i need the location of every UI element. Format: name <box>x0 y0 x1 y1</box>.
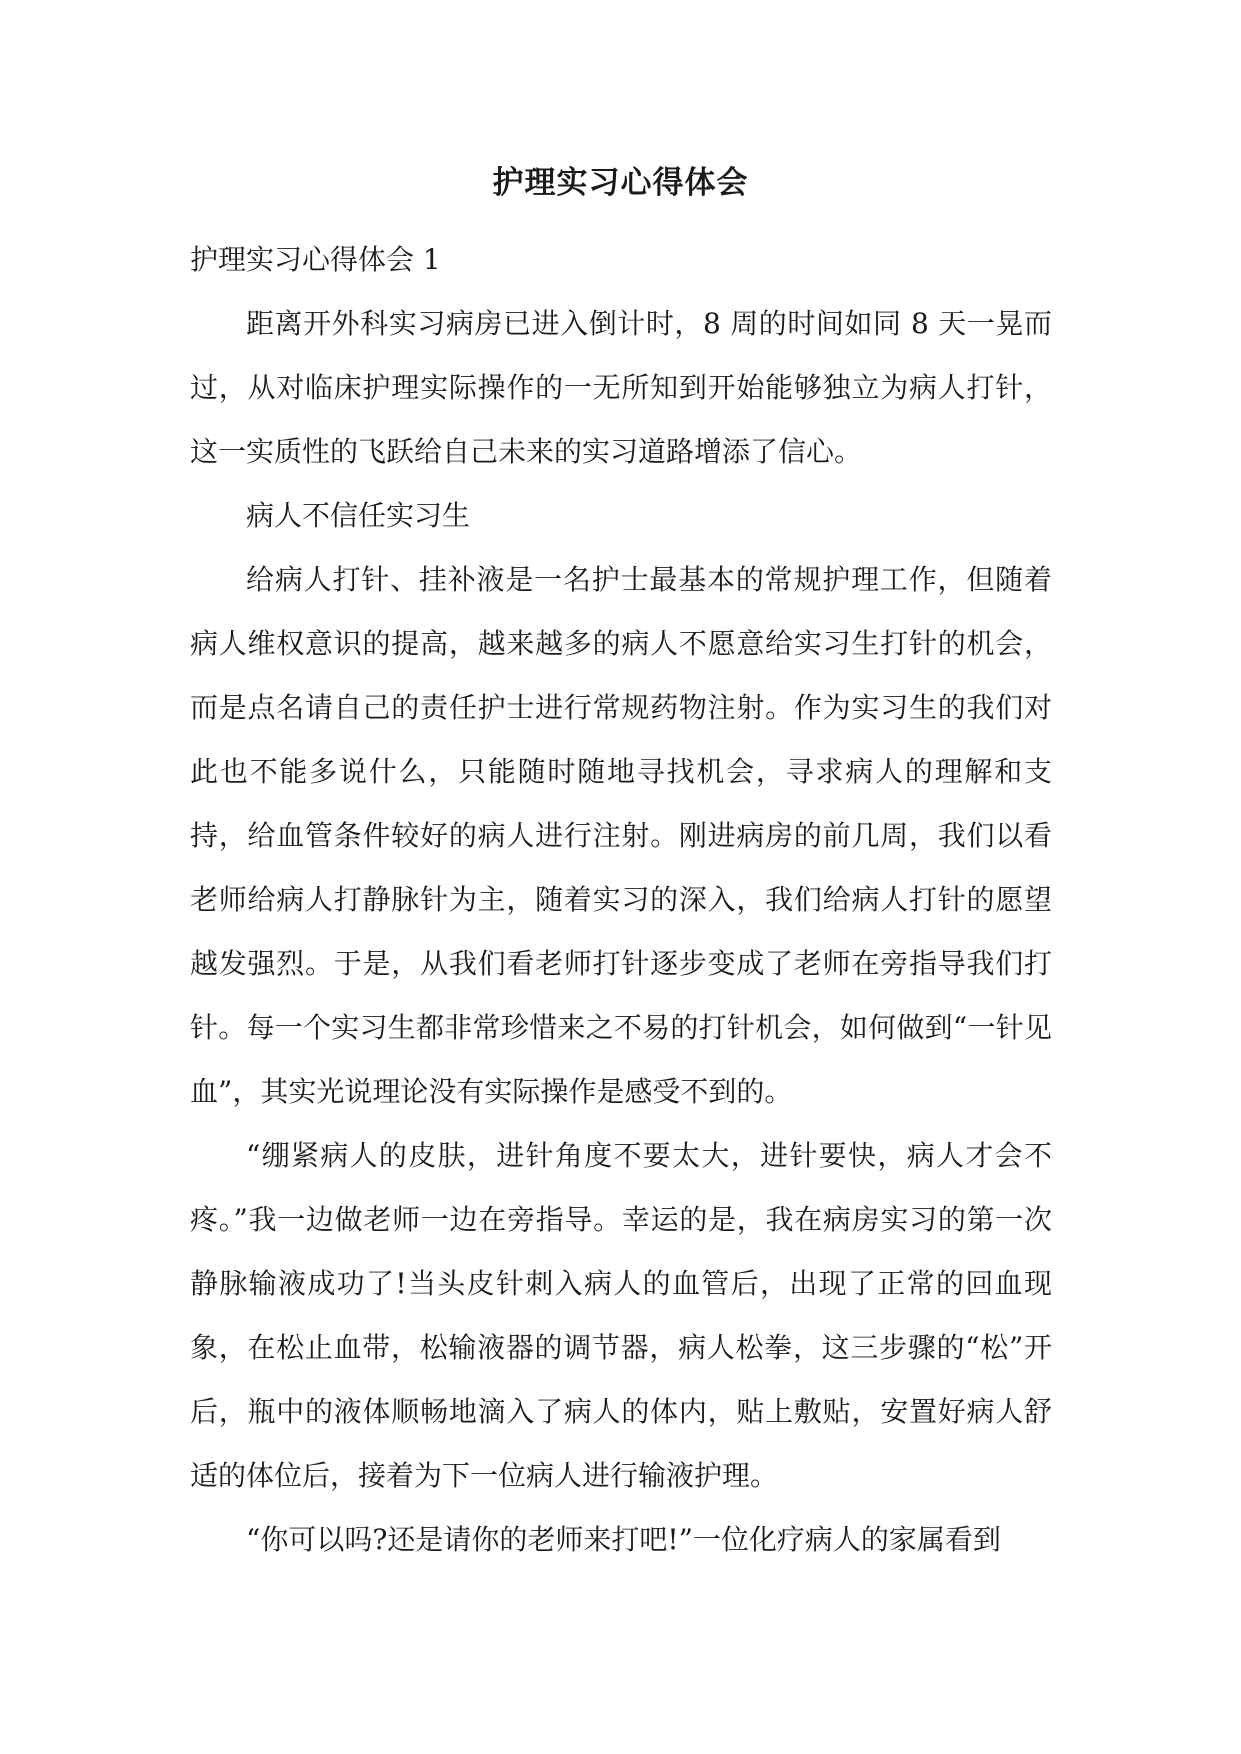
paragraph: “你可以吗?还是请你的老师来打吧!”一位化疗病人的家属看到 <box>246 1523 1001 1556</box>
document-body <box>190 228 1052 1572</box>
document-title: 护理实习心得体会 <box>492 165 749 201</box>
subheading: 病人不信任实习生 <box>246 499 471 532</box>
paragraph: 距离开外科实习病房已进入倒计时，8 周的时间如同 8 天一晃而过，从对临床护理实际操作的一无所知到开始能够独立为病人打针，这一实质性的飞跃给自己未来的实习道路增添了信心。 <box>190 307 1052 468</box>
section-heading: 护理实习心得体会 1 <box>190 243 441 276</box>
paragraph: 给病人打针、挂补液是一名护士最基本的常规护理工作，但随着病人维权意识的提高，越来越多的病人不愿意给实习生打针的机会，而是点名请自己的责任护士进行常规药物注射。作为实习生的我们对此也不能多说什么，只能随时随地寻找机会，寻求病人的理解和支持，给血管条件较好的病人进行注射。刚进病房的前几周，我们以看老师给病人打静脉针为主，随着实习的深入，我们给病人打针的愿望越发强烈。于是，从我们看老师打针逐步变成了老师在旁指导我们打针。每一个实习生都非常珍惜来之不易的打针机会，如何做到“一针见血”，其实光说理论没有实际操作是感受不到的。 <box>190 563 1052 1108</box>
paragraph: “绷紧病人的皮肤，进针角度不要太大，进针要快，病人才会不疼。”我一边做老师一边在旁指导。幸运的是，我在病房实习的第一次静脉输液成功了!当头皮针刺入病人的血管后，出现了正常的回血现象，在松止血带，松输液器的调节器，病人松拳，这三步骤的“松”开后，瓶中的液体顺畅地滴入了病人的体内，贴上敷贴，安置好病人舒适的体位后，接着为下一位病人进行输液护理。 <box>190 1139 1052 1492</box>
